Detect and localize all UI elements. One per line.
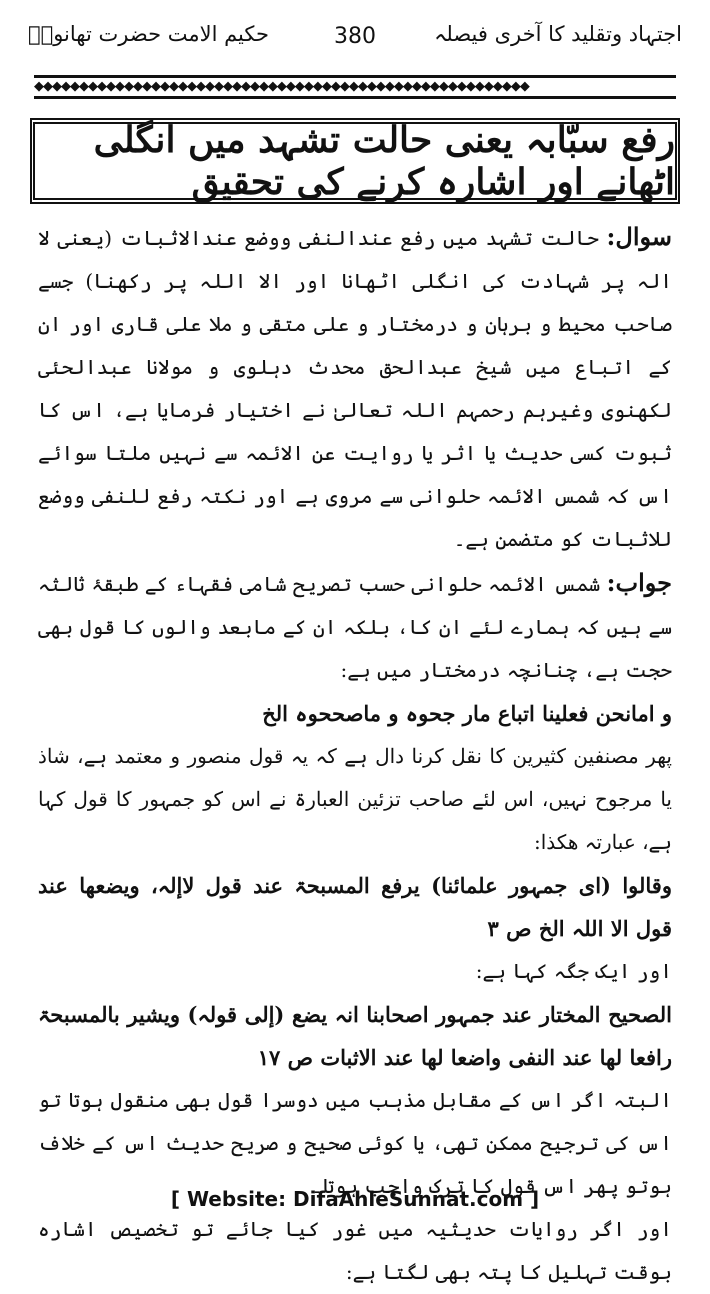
paragraph-4: البتہ اگر اس کے مقابل مذہب میں دوسرا قول بھی منقول ہوتا تو اس کی ترجیح ممکن تھی، یا کوئی صحیح و صریح حدیث اس کے خلاف ہوتو پھر اس قول کا ترک واجب ہوتا۔ [38,1088,672,1198]
book-title: اجتہاد وتقلید کا آخری فیصلہ [434,22,682,46]
author-name: حکیم الامت حضرت تھانویؒ [28,22,269,46]
chapter-title-box [30,118,680,204]
page-number: 380 [334,24,376,49]
paragraph-3: اور ایک جگہ کہا ہے: [475,959,672,983]
chapter-title: رفع سبّابہ یعنی حالت تشہد میں انگلی اٹھانے اور اشارہ کرنے کی تحقیق [93,119,675,203]
website-footer: [ Website: DifaAhleSunnat.com ] [170,1187,540,1211]
question-paragraph [38,215,672,561]
answer-label: جواب: [606,568,673,597]
arabic-quote-1: و امانحن فعلینا اتباع مار جحوہ و ماصححوہ الخ [262,701,672,726]
ornament-line-top [34,75,676,78]
paragraph-2: پھر مصنفین کثیرین کا نقل کرنا دال ہے کہ یہ قول منصور و معتمد ہے، شاذ یا مرجوح نہیں، اس لئے صاحب تزئین العبارۃ نے اس کو جمہور کا قول کہا ہے، عبارتہ ھکذا: [38,744,672,854]
header-ornament [34,72,676,102]
ornament-diamonds: ◆◆◆◆◆◆◆◆◆◆◆◆◆◆◆◆◆◆◆◆◆◆◆◆◆◆◆◆◆◆◆◆◆◆◆◆◆◆◆◆◆◆◆◆◆◆◆◆◆◆◆◆◆◆◆ [34,81,529,93]
question-label: سوال: [606,222,673,251]
question-text: حالت تشہد میں رفع عندالنفی ووضع عندالاثبات (یعنی لا الہ پر شہادت کی انگلی اٹھانا اور الا اللہ پر رکھنا) جسے صاحب محیط و برہان و درمختار و علی متقی و ملا علی قاری اور ان کے اتباع میں شیخ عبدالحق محدث دہلوی و مولانا عبدالحئی لکھنوی وغیرہم رحمہم اللہ تعالیٰ نے اختیار فرمایا ہے، اس کا ثبوت کسی حدیث یا اثر یا روایت عن الائمہ سے نہیں ملتا سوائے اس کہ شمس الائمہ حلوانی سے مروی ہے اور نکتہ رفع للنفی ووضع للاثبات کو متضمن ہے۔ [38,226,672,551]
answer-text: شمس الائمہ حلوانی حسب تصریح شامی فقہاء کے طبقۂ ثالثہ سے ہیں کہ ہمارے لئے ان کا، بلکہ ان کے مابعد والوں کا قول بھی حجت ہے، چنانچہ درمختار میں ہے: [38,572,672,682]
arabic-quote-2: وقالوا (ای جمہور علمائنا) یرفع المسبحۃ عند قول لاإلہ، ویضعھا عند قول الا اللہ الخ ص ۳ [38,873,672,941]
arabic-quote-3: الصحیح المختار عند جمہور اصحابنا انہ یضع (إلی قولہ) ویشیر بالمسبحۃ رافعا لھا عند النفی واضعا لھا عند الاثبات ص ۱۷ [38,1002,672,1070]
page-body [38,215,672,1294]
page-header [28,12,682,62]
answer-paragraph [38,561,672,692]
ornament-line-bottom [34,96,676,99]
paragraph-5: اور اگر روایات حدیثیہ میں غور کیا جائے تو تخصیص اشارہ بوقت تہلیل کا پتہ بھی لگتا ہے: [38,1217,672,1284]
